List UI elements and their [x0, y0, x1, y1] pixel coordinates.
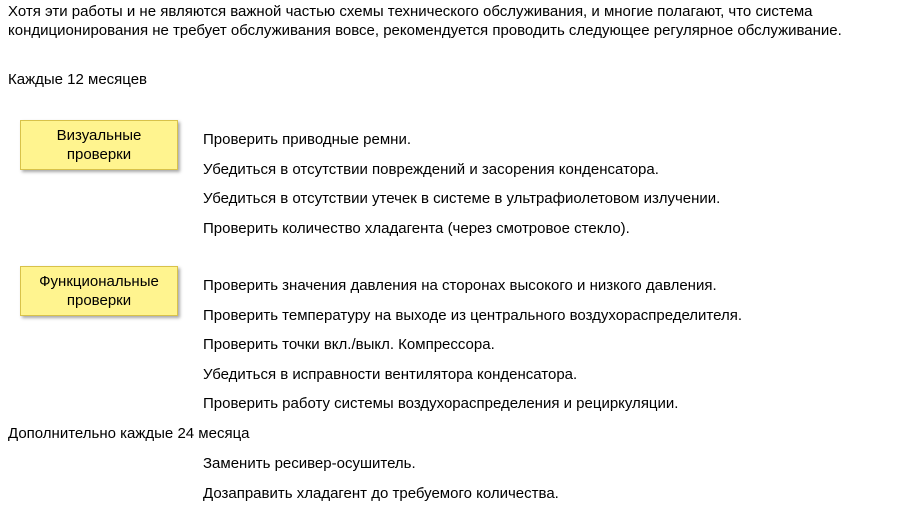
visual-checks-badge	[20, 120, 178, 170]
list-item: Убедиться в исправности вентилятора конденсатора.	[203, 365, 578, 383]
list-item: Заменить ресивер-осушитель.	[203, 455, 416, 472]
visual-checks-label-line1: Визуальные	[56, 127, 142, 144]
period-24-months-heading: Дополнительно каждые 24 месяца	[8, 425, 250, 442]
functional-checks-label-line1: Функциональные	[39, 273, 159, 290]
functional-checks-label-line2: проверки	[66, 292, 132, 309]
intro-paragraph: Хотя эти работы и не являются важной частью схемы технического обслуживания, и многие полагают, что система кондиционирования не требует обслуживания вовсе, рекомендуется проводить следующее регулярное обслуживание.	[8, 3, 842, 39]
list-item: Убедиться в отсутствии утечек в системе в ультрафиолетовом излучении.	[203, 190, 721, 207]
period-12-months-heading: Каждые 12 месяцев	[8, 71, 148, 88]
list-item: Проверить приводные ремни.	[203, 131, 411, 148]
list-item: Дозаправить хладагент до требуемого количества.	[203, 484, 559, 502]
list-item: Проверить количество хладагента (через смотровое стекло).	[203, 219, 630, 237]
list-item: Убедиться в отсутствии повреждений и засорения конденсатора.	[203, 160, 659, 178]
functional-checks-badge	[20, 266, 178, 316]
extra-items-list	[203, 454, 559, 513]
visual-checks-list	[203, 130, 720, 248]
visual-checks-label-line2: проверки	[66, 146, 132, 163]
functional-checks-list	[203, 276, 742, 424]
list-item: Проверить работу системы воздухораспределения и рециркуляции.	[203, 395, 679, 412]
list-item: Проверить температуру на выходе из центрального воздухораспределителя.	[203, 306, 743, 324]
list-item: Проверить значения давления на сторонах высокого и низкого давления.	[203, 277, 717, 294]
list-item: Проверить точки вкл./выкл. Компрессора.	[203, 336, 495, 353]
